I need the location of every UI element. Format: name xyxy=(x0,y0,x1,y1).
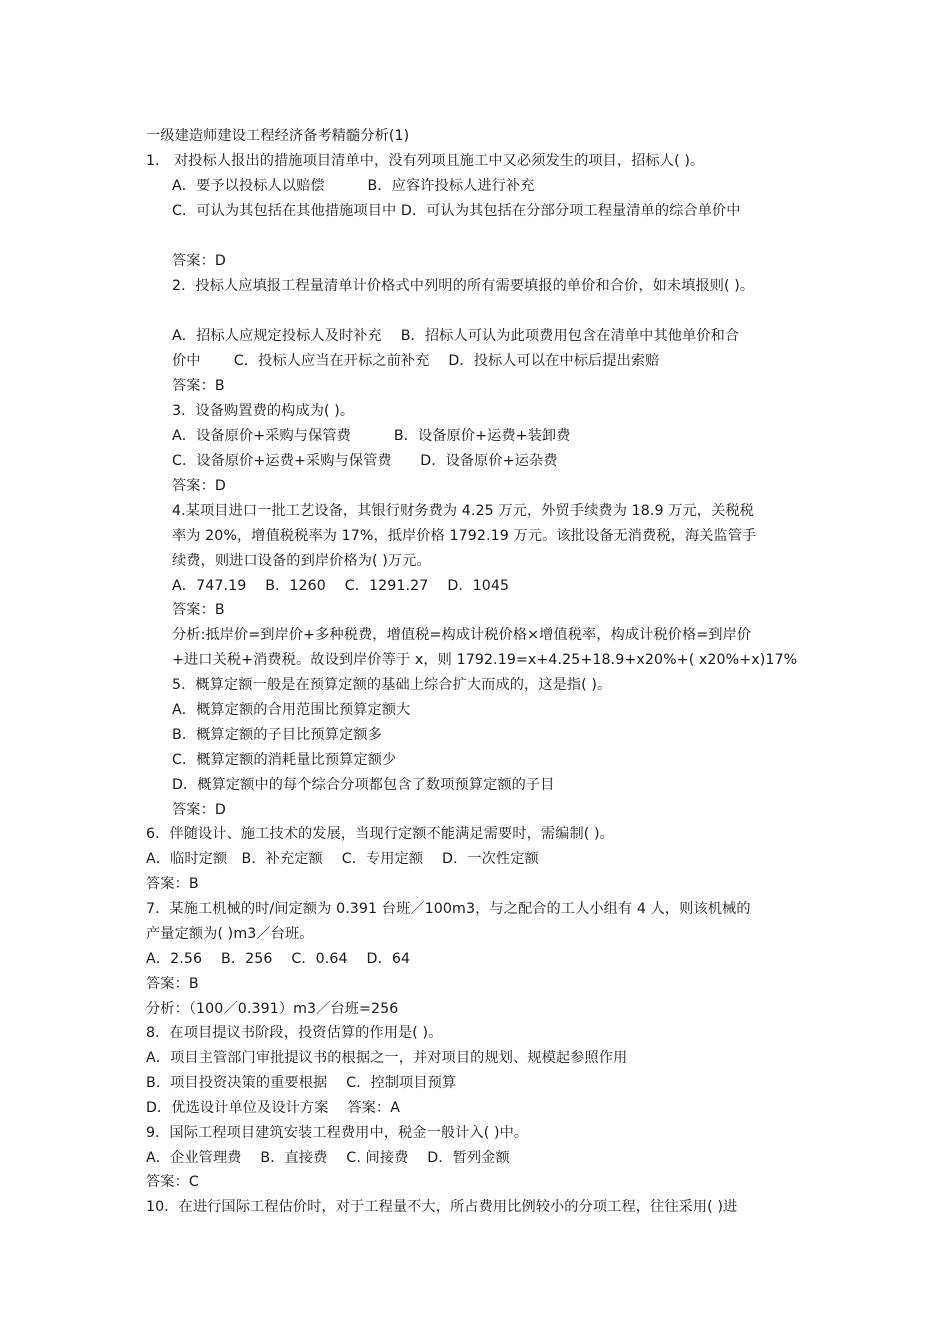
q9-answer: 答案：C xyxy=(146,1174,199,1190)
q5-answer: 答案：D xyxy=(172,802,226,818)
q3-options-cd: C．设备原价+运费+采购与保管费 D．设备原价+运杂费 xyxy=(172,453,558,469)
q6-stem: 6．伴随设计、施工技术的发展，当现行定额不能满足需要时，需编制( )。 xyxy=(146,826,614,842)
q7-options: A．2.56 B．256 C．0.64 D．64 xyxy=(146,951,411,967)
q4-stem-line3: 续费，则进口设备的到岸价格为( )万元。 xyxy=(172,553,431,569)
q5-option-c: C．概算定额的消耗量比预算定额少 xyxy=(172,752,397,768)
q1-options-cd: C．可认为其包括在其他措施项目中 D．可认为其包括在分部分项工程量清单的综合单价中 xyxy=(172,203,741,219)
q3-stem: 3．设备购置费的构成为( )。 xyxy=(172,403,355,419)
q8-option-d-answer: D．优选设计单位及设计方案 答案：A xyxy=(146,1100,401,1116)
q4-answer: 答案：B xyxy=(172,602,225,618)
q2-options-line2: 价中 C．投标人应当在开标之前补充 D．投标人可以在中标后提出索赔 xyxy=(172,353,660,369)
q7-answer: 答案：B xyxy=(146,976,199,992)
document-title: 一级建造师建设工程经济备考精髓分析(1) xyxy=(146,128,410,144)
q7-analysis: 分析：（100／0.391）m3／台班=256 xyxy=(146,1001,399,1017)
q7-stem-line1: 7．某施工机械的时/间定额为 0.391 台班／100m3，与之配合的工人小组有 4 人，则该机械的 xyxy=(146,901,751,917)
q5-option-d: D．概算定额中的每个综合分项都包含了数项预算定额的子目 xyxy=(172,777,555,793)
q2-options-line1: A．招标人应规定投标人及时补充 B．招标人可认为此项费用包含在清单中其他单价和合 xyxy=(172,328,740,344)
q1-stem: 1． 对投标人报出的措施项目清单中，没有列项且施工中又必须发生的项目，招标人( )。 xyxy=(146,153,705,169)
q9-stem: 9．国际工程项目建筑安装工程费用中，税金一般计入( )中。 xyxy=(146,1125,529,1141)
q4-options: A．747.19 B．1260 C．1291.27 D．1045 xyxy=(172,578,510,594)
q1-options-ab: A．要予以投标人以赔偿 B．应容许投标人进行补充 xyxy=(172,178,535,194)
q4-stem-line2: 率为 20%，增值税税率为 17%，抵岸价格 1792.19 万元。该批设备无消费税，海关监管手 xyxy=(172,528,757,544)
q3-options-ab: A．设备原价+采购与保管费 B．设备原价+运费+装卸费 xyxy=(172,428,571,444)
q8-option-a: A．项目主管部门审批提议书的根据之一，并对项目的规划、规模起参照作用 xyxy=(146,1050,628,1066)
q9-options: A．企业管理费 B．直接费 C. 间接费 D．暂列金额 xyxy=(146,1150,510,1166)
q2-answer: 答案：B xyxy=(172,378,225,394)
q6-answer: 答案：B xyxy=(146,876,199,892)
q4-analysis-line1: 分析:抵岸价=到岸价+多种税费，增值税=构成计税价格×增值税率，构成计税价格=到岸价 xyxy=(172,627,752,643)
q4-stem-line1: 4.某项目进口一批工艺设备，其银行财务费为 4.25 万元，外贸手续费为 18.9 万元，关税税 xyxy=(172,503,754,519)
q5-option-a: A．概算定额的合用范围比预算定额大 xyxy=(172,702,411,718)
q3-answer: 答案：D xyxy=(172,478,226,494)
q5-stem: 5．概算定额一般是在预算定额的基础上综合扩大而成的，这是指( )。 xyxy=(172,677,612,693)
q8-stem: 8．在项目提议书阶段，投资估算的作用是( )。 xyxy=(146,1025,443,1041)
q5-option-b: B．概算定额的子目比预算定额多 xyxy=(172,727,382,743)
q7-stem-line2: 产量定额为( )m3／台班。 xyxy=(146,926,314,942)
q6-options: A．临时定额 B．补充定额 C．专用定额 D．一次性定额 xyxy=(146,851,539,867)
q10-stem: 10．在进行国际工程估价时，对于工程量不大，所占费用比例较小的分项工程，往往采用( )进 xyxy=(146,1199,738,1215)
q1-answer: 答案：D xyxy=(172,253,226,269)
q8-options-bc: B．项目投资决策的重要根据 C．控制项目预算 xyxy=(146,1075,457,1091)
q2-stem: 2．投标人应填报工程量清单计价格式中列明的所有需要填报的单价和合价，如未填报则( )。 xyxy=(172,278,755,294)
q4-analysis-line2: +进口关税+消费税。故设到岸价等于 x，则 1792.19=x+4.25+18.9+x20%+( x20%+x)17% xyxy=(172,652,798,668)
